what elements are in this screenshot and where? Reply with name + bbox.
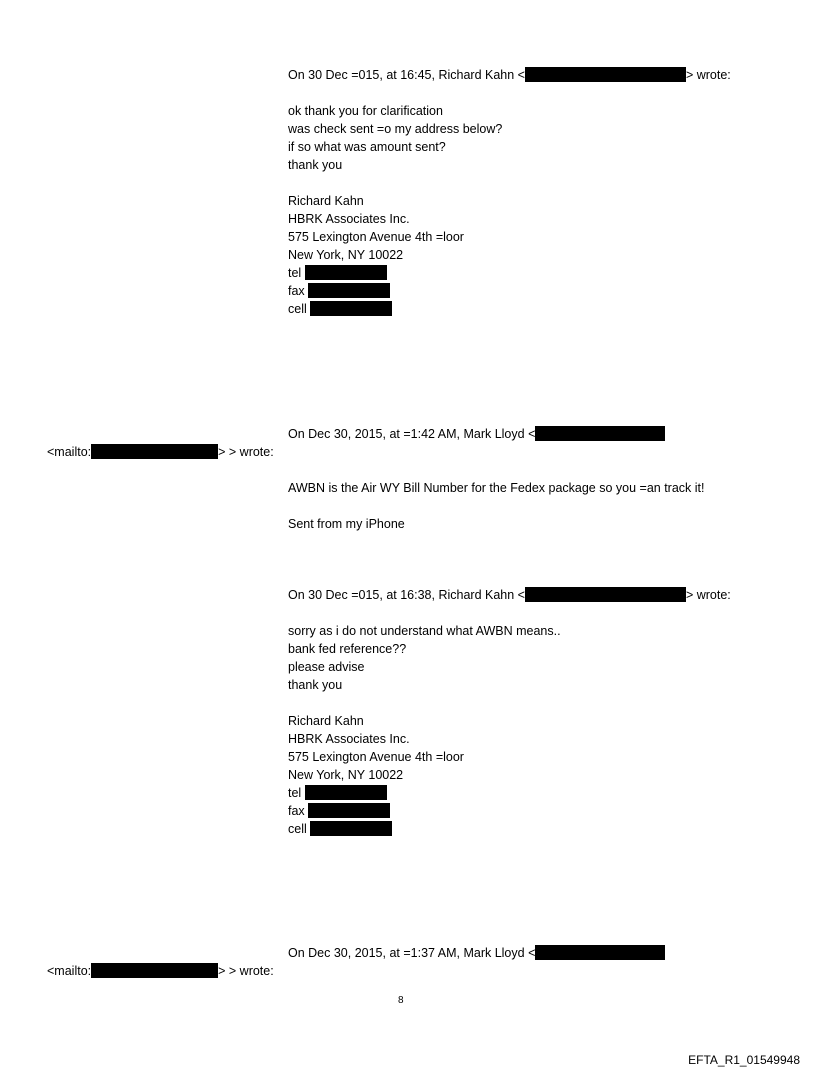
body-line: was check sent =o my address below? — [288, 122, 503, 136]
document-id: EFTA_R1_01549948 — [688, 1053, 800, 1067]
fax-label: fax — [288, 804, 305, 818]
email-header-end: > wrote: — [685, 588, 731, 602]
redaction-box — [308, 283, 390, 298]
tel-label: tel — [288, 266, 302, 280]
signature-fax — [288, 282, 390, 300]
mailto-line — [47, 962, 274, 980]
redaction-box — [305, 785, 387, 800]
email-header-line — [288, 586, 731, 604]
email-header-end: > wrote: — [685, 68, 731, 82]
page-number: 8 — [398, 995, 404, 1006]
signature-city: New York, NY 10022 — [288, 768, 404, 782]
email-header-text: On Dec 30, 2015, at =1:42 AM, Mark Lloyd < — [288, 427, 536, 441]
signature-name: Richard Kahn — [288, 714, 364, 728]
mailto-end: > > wrote: — [218, 964, 274, 978]
signature-company: HBRK Associates Inc. — [288, 212, 410, 226]
redaction-box — [310, 301, 392, 316]
redaction-box — [310, 821, 392, 836]
cell-label: cell — [288, 822, 307, 836]
mailto-line — [47, 443, 274, 461]
email-header-line — [288, 944, 665, 962]
body-line: bank fed reference?? — [288, 642, 407, 656]
body-line: if so what was amount sent? — [288, 140, 446, 154]
body-line: AWBN is the Air WY Bill Number for the Fedex package so you =an track it! — [288, 481, 705, 495]
email-header-line — [288, 425, 665, 443]
signature-name: Richard Kahn — [288, 194, 364, 208]
signature-tel — [288, 784, 387, 802]
redaction-box — [535, 945, 665, 960]
signature-street: 575 Lexington Avenue 4th =loor — [288, 750, 464, 764]
email-header-line — [288, 66, 731, 84]
cell-label: cell — [288, 302, 307, 316]
redaction-box — [308, 803, 390, 818]
body-line: Sent from my iPhone — [288, 517, 405, 531]
body-line: ok thank you for clarification — [288, 104, 443, 118]
body-line: please advise — [288, 660, 365, 674]
email-header-text: On 30 Dec =015, at 16:38, Richard Kahn < — [288, 588, 525, 602]
redaction-box — [535, 426, 665, 441]
tel-label: tel — [288, 786, 302, 800]
body-line: sorry as i do not understand what AWBN means.. — [288, 624, 561, 638]
mailto-text: <mailto: — [47, 964, 92, 978]
redaction-box — [91, 963, 218, 978]
body-line: thank you — [288, 678, 343, 692]
signature-company: HBRK Associates Inc. — [288, 732, 410, 746]
signature-cell — [288, 820, 392, 838]
mailto-text: <mailto: — [47, 445, 92, 459]
signature-cell — [288, 300, 392, 318]
redaction-box — [91, 444, 218, 459]
signature-street: 575 Lexington Avenue 4th =loor — [288, 230, 464, 244]
redaction-box — [305, 265, 387, 280]
mailto-end: > > wrote: — [218, 445, 274, 459]
redaction-box — [525, 587, 686, 602]
signature-city: New York, NY 10022 — [288, 248, 404, 262]
signature-tel — [288, 264, 387, 282]
email-header-text: On Dec 30, 2015, at =1:37 AM, Mark Lloyd < — [288, 946, 536, 960]
body-line: thank you — [288, 158, 343, 172]
signature-fax — [288, 802, 390, 820]
redaction-box — [525, 67, 686, 82]
fax-label: fax — [288, 284, 305, 298]
email-header-text: On 30 Dec =015, at 16:45, Richard Kahn < — [288, 68, 525, 82]
